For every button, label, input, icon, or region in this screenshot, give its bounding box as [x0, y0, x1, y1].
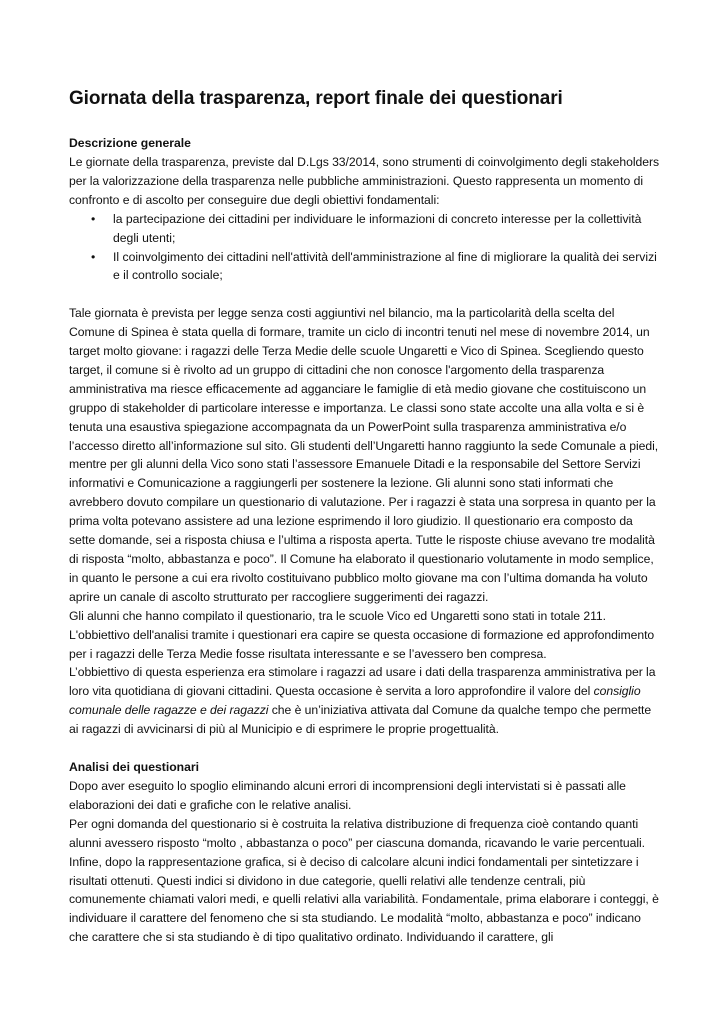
paragraph-text: che è un’iniziativa attivata dal Comune da qualche tempo che permette ai ragazzi di avvicinarsi di più al Municipio e di esprimere le proprie progettualità. [69, 703, 652, 737]
body-paragraph: L'obbiettivo dell'analisi tramite i questionari era capire se questa occasione di formazione ed approfondimento per i ragazzi delle Terza Medie fosse risultata interessante e se l’avessero ben compresa. [69, 627, 655, 661]
body-paragraph: Dopo aver eseguito lo spoglio eliminando alcuni errori di incomprensioni degli intervistati si è passati alle elaborazioni dei dati e grafiche con le relative analisi. [69, 778, 626, 812]
list-item-text: Il coinvolgimento dei cittadini nell'attività dell'amministrazione al fine di migliorare la qualità dei servizi e il controllo sociale; [113, 249, 657, 283]
body-paragraph: Tale giornata è prevista per legge senza costi aggiuntivi nel bilancio, ma la particolarità della scelta del Comune di Spinea è stata quella di formare, tramite un ciclo di incontri tenuti nel mese di novembre 2014, un target molto giovane: i ragazzi delle Terza Medie delle scuole Ungaretti e Vico di Spinea. Scegliendo questo target, il comune si è rivolto ad un gruppo di cittadini che non conosce l'argomento della trasparenza amministrativa ma riesce efficacemente ad agganciare le famiglie di età medio giovane che costituiscono un gruppo di stakeholder di particolare interesse e importanza. Le classi sono state accolte una alla volta e si è tenuta una esaustiva spiegazione accompagnata da un PowerPoint sulla trasparenza amministrativa e/o l’accesso diretto all’informazione sul sito. Gli studenti dell’Ungaretti hanno raggiunto la sede Comunale a piedi, mentre per gli alunni della Vico sono stati l’assessore Emanuele Ditadi e la responsabile del Settore Servizi informativi e Comunicazione a raggiungerli per sostenere la lezione. Gli alunni sono stati informati che avrebbero dovuto compilare un questionario di valutazione. Per i ragazzi è stata una sorpresa in quanto per la prima volta potevano assistere ad una lezione esprimendo il loro giudizio. Il questionario era composto da sette domande, sei a risposta chiusa e l’ultima a risposta aperta. Tutte le risposte chiuse avevano tre modalità di risposta “molto, abbastanza e poco”. Il Comune ha elaborato il questionario volutamente in modo semplice, in quanto le persone a cui era rivolto costituivano pubblico molto giovane ma con l’ultima domanda ha voluto aprire un canale di ascolto strutturato per raccogliere suggerimenti dei ragazzi. [69, 306, 659, 604]
body-paragraph: Gli alunni che hanno compilato il questionario, tra le scuole Vico ed Ungaretti sono stati in totale 211. [69, 608, 606, 623]
section-heading-description: Descrizione generale [69, 136, 191, 150]
body-paragraph: Infine, dopo la rappresentazione grafica, si è deciso di calcolare alcuni indici fondamentali per sintetizzare i risultati ottenuti. Questi indici si dividono in due categorie, quelli relativi alle tendenze centrali, più comunemente chiamati valori medi, e quelli relativi alla variabilità. Fondamentale, prima elaborare i conteggi, è individuare il carattere del fenomeno che si sta studiando. Le modalità “molto, abbastanza e poco” indicano che carattere che si sta studiando è di tipo qualitativo ordinato. Individuando il carattere, gli [69, 854, 659, 945]
list-item-text: la partecipazione dei cittadini per individuare le informazioni di concreto interesse per la collettività degli utenti; [113, 211, 642, 245]
bullet-icon: • [91, 249, 96, 264]
bullet-icon: • [91, 211, 96, 226]
list-item [69, 248, 659, 286]
paragraph-text: L’obbiettivo di questa esperienza era stimolare i ragazzi ad usare i dati della trasparenza amministrativa per la loro vita quotidiana di giovani cittadini. Questa occasione è servita a loro approfondire il valore del [69, 665, 656, 699]
intro-paragraph: Le giornate della trasparenza, previste dal D.Lgs 33/2014, sono strumenti di coinvolgimento degli stakeholders per la valorizzazione della trasparenza nelle pubbliche amministrazioni. Questo rappresenta un momento di confronto e di ascolto per conseguire due degli obiettivi fondamentali: [69, 155, 660, 207]
document-title: Giornata della trasparenza, report finale dei questionari [69, 88, 563, 109]
list-item [69, 210, 659, 248]
body-paragraph: Per ogni domanda del questionario si è costruita la relativa distribuzione di frequenza cioè contando quanti alunni avessero risposto “molto , abbastanza o poco” per ciascuna domanda, ricavando le varie percentuali. [69, 816, 645, 850]
italic-term: consiglio comunale delle ragazze e dei ragazzi [69, 684, 641, 718]
document-page [69, 86, 659, 947]
objectives-list [69, 210, 659, 286]
body-paragraph [69, 663, 659, 739]
section-heading-analysis: Analisi dei questionari [69, 759, 200, 774]
